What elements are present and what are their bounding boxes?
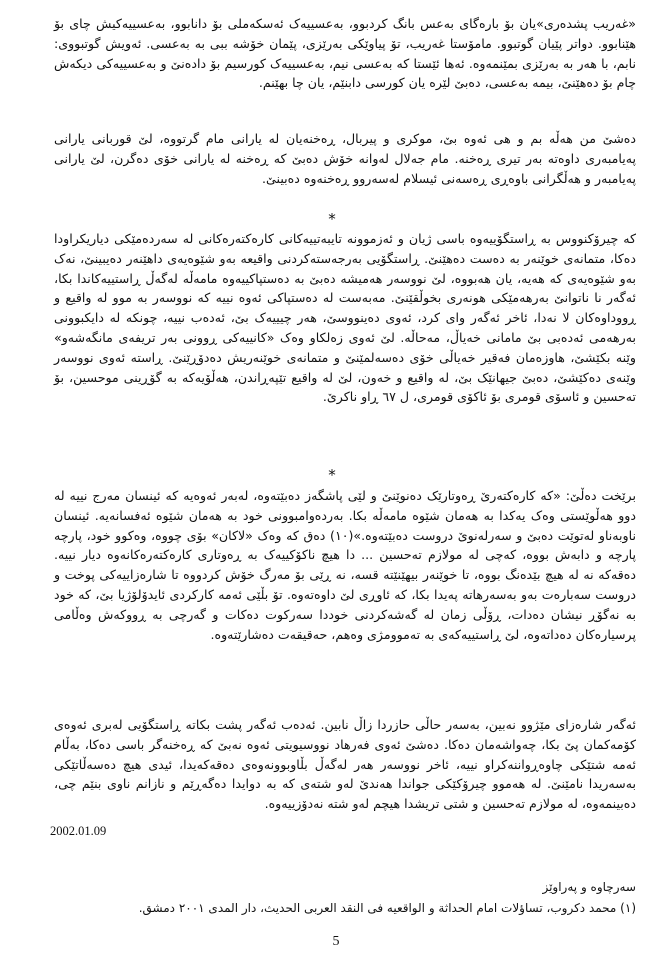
references-heading: سەرچاوە و پەراوێز [542,880,636,894]
paragraph-text: کە چیرۆکنووس بە ڕاستگۆییەوە باسی ژیان و ئەزموونە تایبەتییەکانی کارەکتەرەکانی لە سەردەمێکی دیاریکراودا دەکا، متمانەی خوێنەر بە دەست دەهێنێ. ڕاستگۆیی بەرجەستەکردنی واقیعە بەو شێوەیەی داهێنەر دەیبینێ، نەک بەو شێوەیەی کە هەیە، یان هەبووە، لێ نووسەر هەمیشە دەبێ بە دەستپاکییەوە مامەڵە لەگەڵ ڕاستییەکاندا بکا، ئەگەر نا ناتوانێ بەرهەمێکی هونەری بخوڵقێنێ. مەبەست لە دەستپاکی ئەوە نییە کە نووسەر بە موو لە واقیع و ڕووداوەکان لا نەدا، ئاخر ئەگەر وای کرد، ئەوی دەینووسێ، هەر چیییەک بێ، ئەدەب نییە، چونکە لە دایکبوونی بەرهەمی ئەدەبی بێ مامانی خەیاڵ، مەحاڵە. لێ ئەوی زەلکاو وەک «کانییەکی ڕوونی بەر تریفەی مانگەشەو» وێنە بکێشێ، هاوزەمان فەقیر خەیاڵی خۆی دەسەلمێنێ و متمانەی خوێنەریش دەدۆڕێنێ. ڕاستە ئەوی نووسەر وێنەی دەکێشێ، دەبێ جیهانێک بێ، لە واقیع و خەون، لێ لە واقیع تێپەڕاندن، هەڵۆیەکە بە گۆڕینی موحسین، بۆ تەحسین و ئاسۆی قومری بۆ ئاکۆی قومری، ل ٦٧ ڕاو ناکرێ. [54,231,636,405]
paragraph-2 [54,129,636,188]
section-separator: * [328,466,336,484]
paragraph-3 [54,229,636,407]
paragraph-1 [54,14,636,93]
reference-item: (١) محمد دكروب، تساؤلات امام الحداثة و الواقعيه فى النقد العربى الحديث، دار المدى ٢٠٠١ دمشق. [138,901,636,915]
paragraph-5 [54,715,636,814]
references [54,877,636,919]
paragraph-text: ئەگەر شارەزای مێژوو نەبین، بەسەر حاڵی حازردا زاڵ نابین. ئەدەب ئەگەر پشت بکاتە ڕاستگۆیی لەبری ئەوەی کۆمەکمان پێ بکا، چەواشەمان دەکا. دەشێ ئەوی فەرهاد نووسیویتی ئەوە نەبێ کە ڕەخنەگر باسی دەکا، بەڵام ئەمە شتێکی چاوەڕواننەکراو نییە، ئاخر نووسەر هەر لەگەڵ بڵاوبوونەوەی دەقەکەیدا، ئیدی هیچ دەسەڵاتێکی بەسەریدا نامێنێ. لە هەموو چیرۆکێکی جواندا هەندێ لەو شتەی کە بە دوایدا دەگەڕێم و نازانم ناوی بنێم چی، دەبینمەوە، لە مولازم تەحسین و شتی تریشدا هیچم لەو شتە نەدۆزییەوە. [54,717,636,812]
paragraph-text: دەشێ من هەڵە بم و هی ئەوە بێ، موکری و پیربال، ڕەخنەیان لە یارانی مام گرتووە، لێ قوربانی یارانی پەیامبەری داوەتە بەر تیری ڕەخنە. مام جەلال لەوانە خۆش دەبێ کە ڕەخنە لە یارانی خۆی دەگرن، لێ یارانی پەیامبەر و هەڵگرانی باوەڕی ڕەسەنی ئیسلام لەسەروو ڕەخنەوە دەبینێ. [54,131,636,186]
article-date: 2002.01.09 [50,824,107,838]
paragraph-4 [54,486,636,644]
paragraph-text: «غەریب پشدەری»یان بۆ بارەگای بەعس بانگ کردبوو، بەعسییەک ئەسکەملی بۆ دانابوو، بەعسییەکیش چای بۆ هێنابوو. دواتر پێیان گوتبوو. مامۆستا غەریب، تۆ پیاوێکی بەرێزی، پێمان خۆشە ببی بە بەعسی. ئەویش گوتبووی: نابم، با هەر بە بەرێزی بمێنمەوە. ئەها ئێستا کە بەعسی نیم، بەعسییەک کورسیم بۆ دادەنێ و بەعسییەکی دیکەش چام بۆ دەهێنێ، بیمە بەعسی، دەبێ لێرە یان کورسی دابنێم، یان چا بهێنم. [54,16,636,91]
section-separator: * [328,210,336,228]
page-number: 5 [332,934,340,949]
paragraph-text: برێخت دەڵێ: «کە کارەکتەرێ ڕەوتارێک دەنوێنێ و لێی پاشگەز دەبێتەوە، لەبەر ئەوەیە کە ئینسان مەرج نییە لە دوو هەڵوێستی وەک یەکدا بە هەمان شێوە مامەڵە بکا. بەردەوامبوونی خود بە هەمان شێوە ئەفسانەیە. ئینسان ناوبەناو لەتوێت دەبێ و سەرلەنوێ دروست دەبێتەوە.»(١٠) دەق کە وەک «لاکان» بۆی چووە، وەکوو خود، پارچە پارچە و دابەش بووە، کەچی لە مولازم تەحسین ... دا هیچ ناکۆکییەک بە ڕەوتاری کارەکتەرەکانەوە دیار نییە. دەقەکە نە لە هیچ بێدەنگ بووە، تا خوێنەر بیهێنێتە قسە، نە ڕێی بۆ مەرگ خۆش کردووە تا شارەزاییەکی پوخت و دروست سەبارەت بەو بەسەرهاتە پەیدا بکا، کە ئاوڕی لێ داوەتەوە. تۆ بڵێی ئەمە کارکردی ئایدۆلۆژیا بێ، کە خود بە نەگۆڕ نیشان دەدات، ڕۆڵی زمان لە گەشەکردنی خوددا سەرکوت دەکات و گەرچی بە ڕووکەش وەڵامی پرسیارەکان دەداتەوە، لێ ڕاستییەکەی بە تەموومژی وەهم، حەقیقەت دەشارێتەوە. [54,488,636,642]
